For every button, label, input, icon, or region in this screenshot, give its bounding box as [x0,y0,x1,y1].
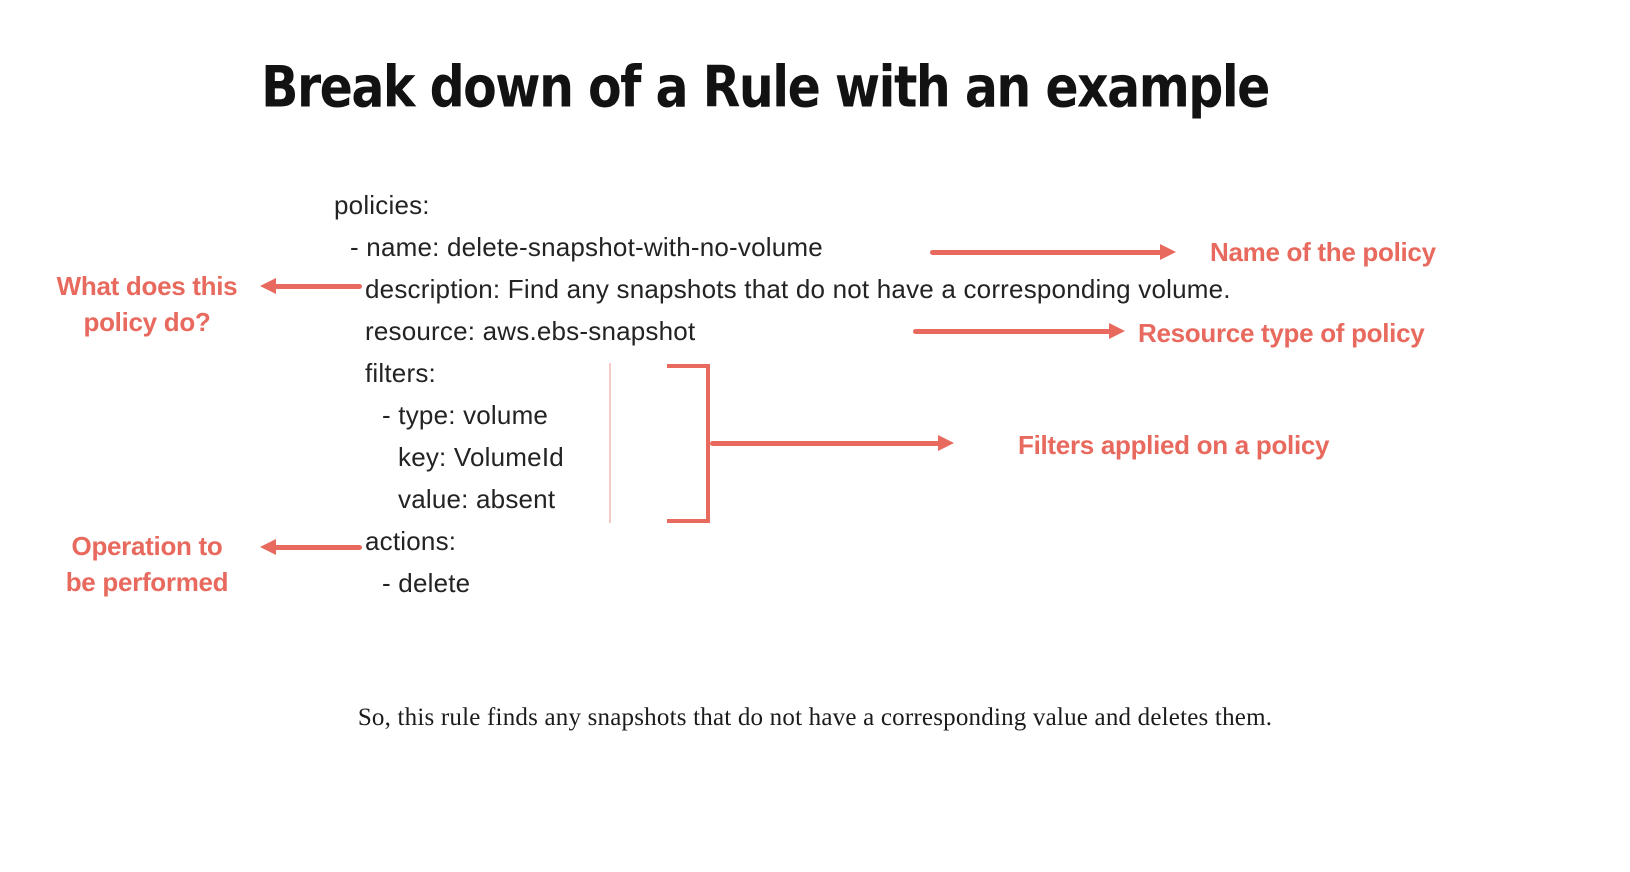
operation-label: Operation to be performed [65,531,229,597]
code-line-type: - type: volume [382,400,549,430]
filters-applied-label: Filters applied on a policy [1018,430,1330,460]
filters-arrow-right-icon [710,441,940,446]
code-line-description: description: Find any snapshots that do not have a corresponding volume. [365,274,1231,304]
code-line-delete: - delete [382,568,471,598]
code-line-actions: actions: [365,526,457,556]
description-question-label: What does this policy do? [56,271,238,337]
code-block [334,184,1231,604]
filters-divider-line [609,363,611,523]
code-line-value: value: absent [398,484,556,514]
filters-bracket-bottom [667,519,710,523]
actions-arrow-left-icon [274,545,362,550]
code-line-filters: filters: [365,358,436,388]
name-policy-label: Name of the policy [1210,237,1436,267]
filters-bracket-top [667,364,710,368]
name-arrow-right-icon [930,250,1162,255]
summary-sentence: So, this rule finds any snapshots that do not have a corresponding value and deletes them. [357,704,1273,731]
code-line-resource: resource: aws.ebs-snapshot [365,316,696,346]
code-line-name: - name: delete-snapshot-with-no-volume [350,232,823,262]
page-title: Break down of a Rule with an example [261,54,1269,121]
code-line-key: key: VolumeId [398,442,564,472]
description-arrow-left-icon [274,284,362,289]
code-line-policies: policies: [334,190,430,220]
resource-type-label: Resource type of policy [1138,318,1425,348]
resource-arrow-right-icon [913,329,1111,334]
